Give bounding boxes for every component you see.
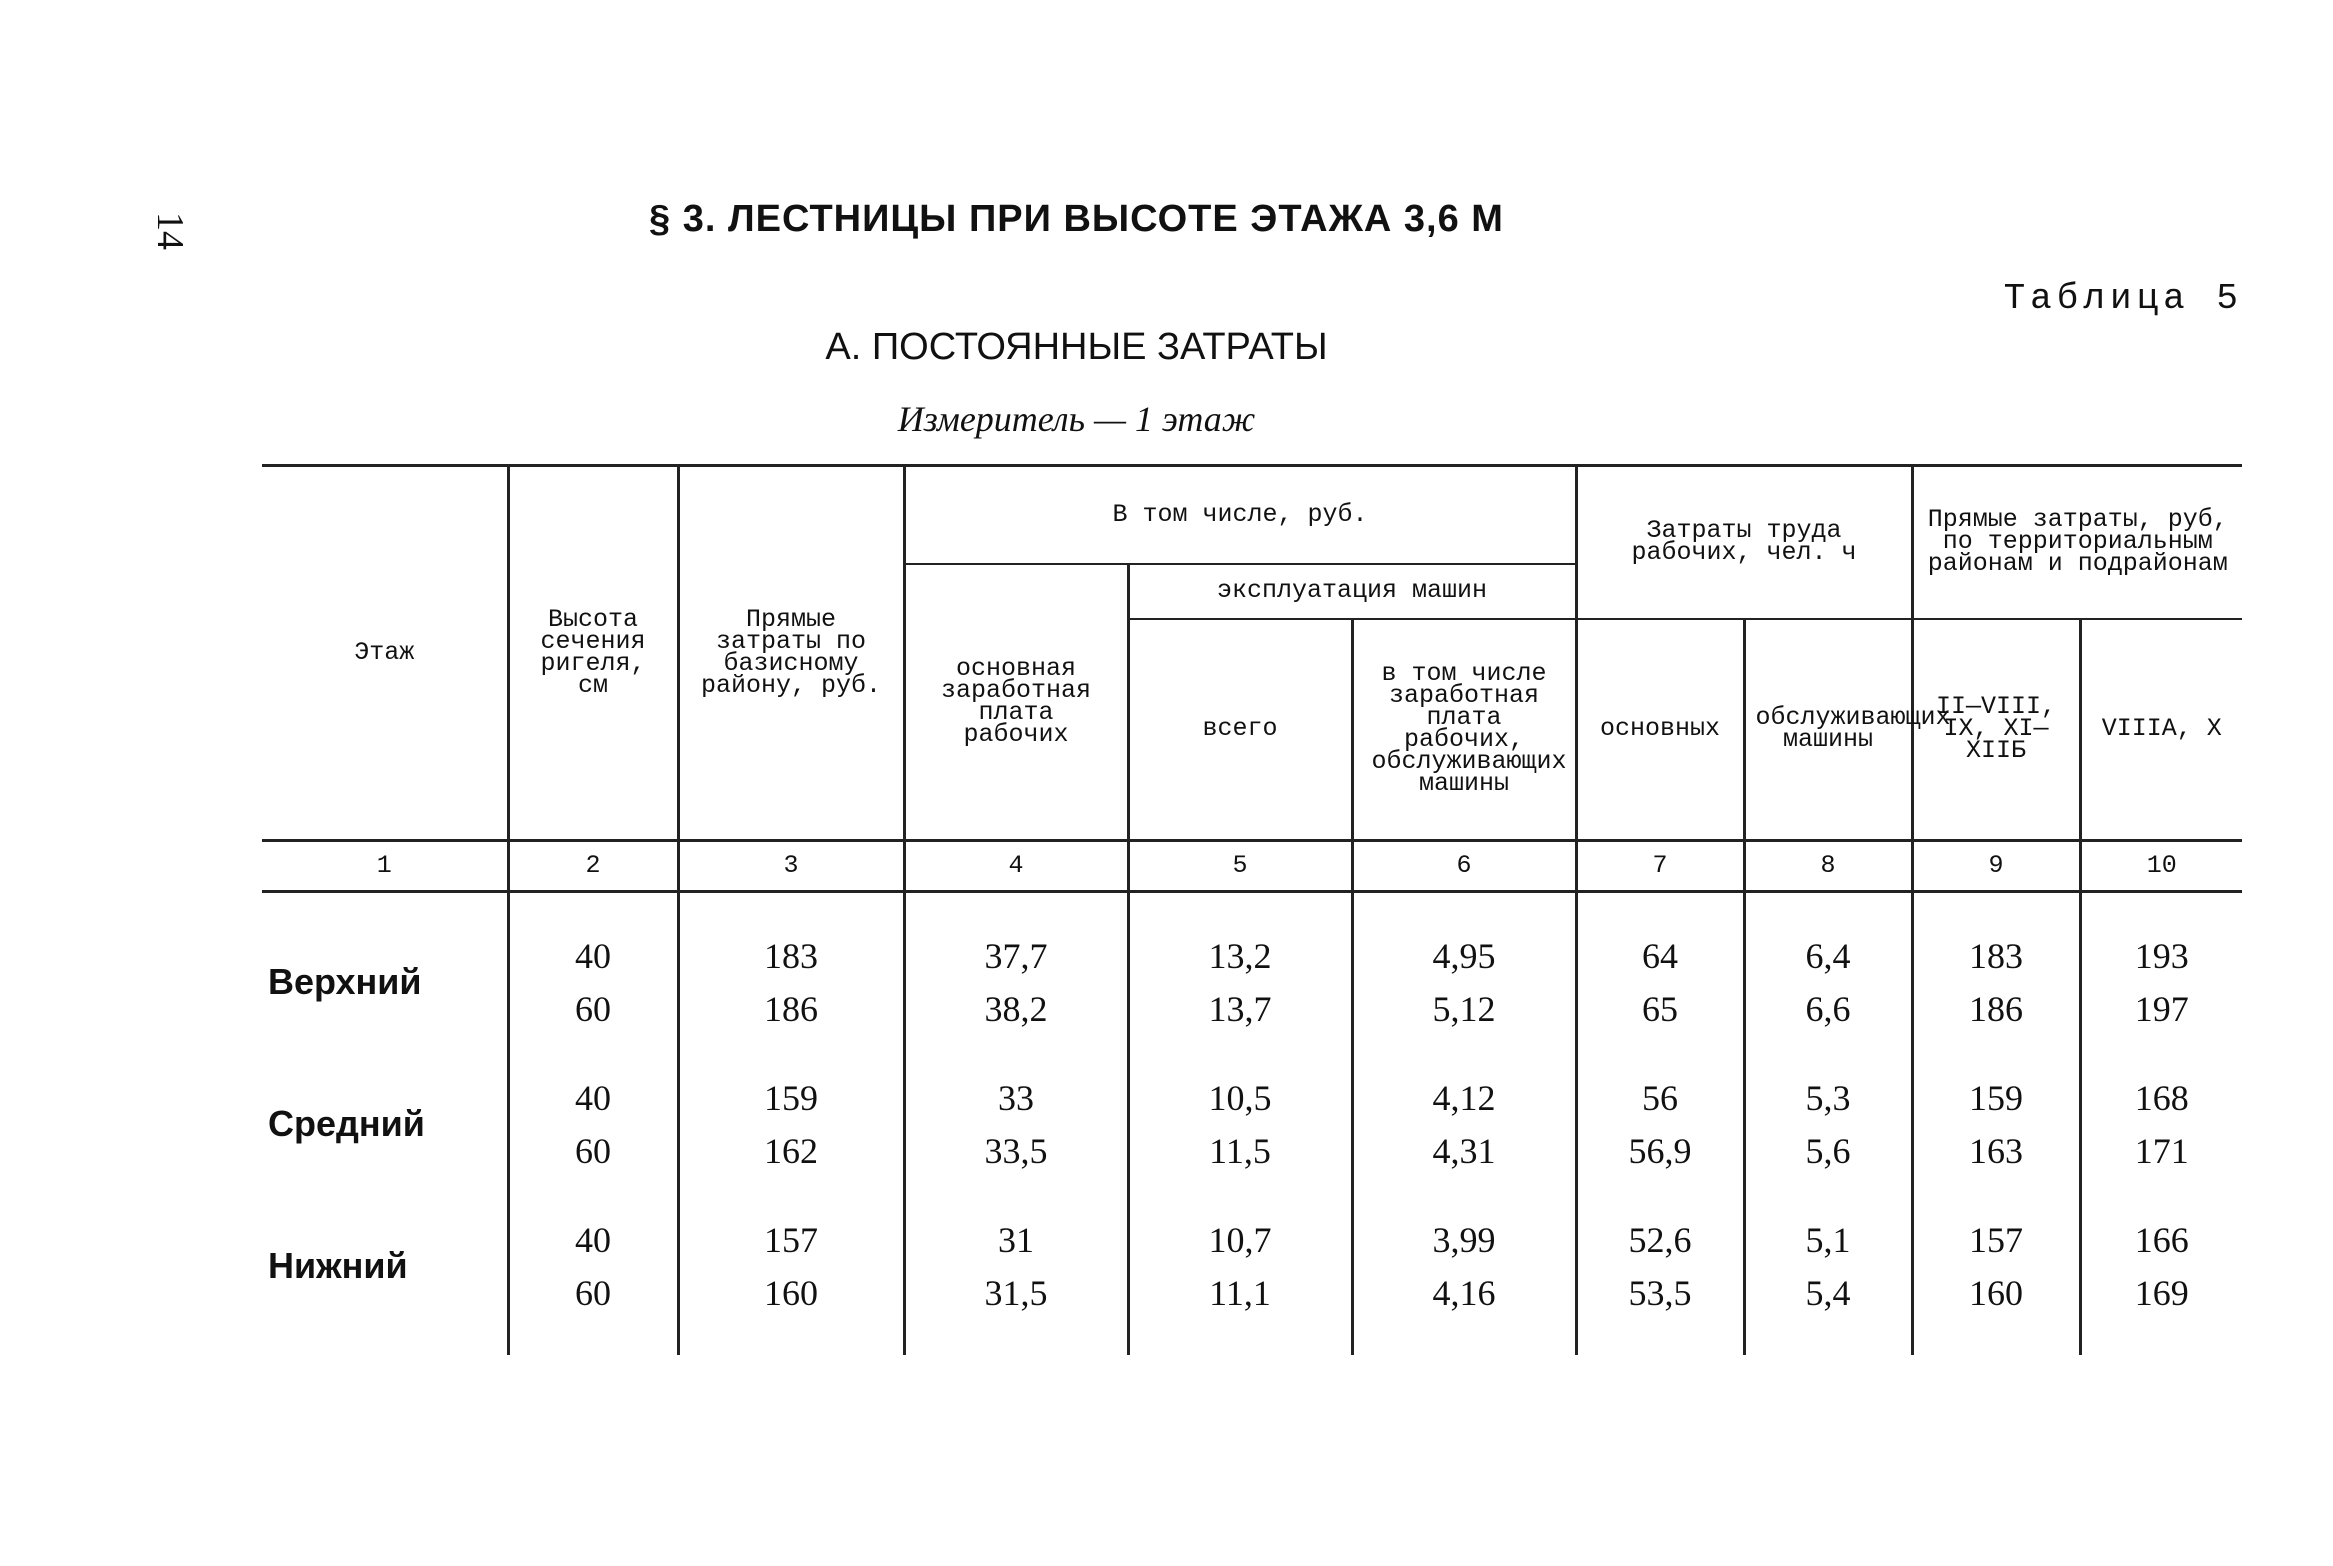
table-body xyxy=(262,892,2242,1356)
table-subtitle xyxy=(0,326,2333,369)
table-cell: 33 xyxy=(904,1071,1128,1124)
table-cell: 33,5 xyxy=(904,1124,1128,1177)
table-cell: 4,31 xyxy=(1352,1124,1576,1177)
column-number: 9 xyxy=(1912,841,2080,892)
header-machines-wage: в том числе заработная плата рабочих, обслуживающих машины xyxy=(1352,619,1576,841)
column-numbers-row xyxy=(262,841,2242,892)
column-number: 3 xyxy=(678,841,904,892)
table-row xyxy=(262,982,2242,1035)
column-number: 2 xyxy=(508,841,678,892)
section-title xyxy=(0,198,2333,241)
cost-table xyxy=(262,464,2242,1355)
measure-unit xyxy=(0,398,2333,440)
table-cell: 65 xyxy=(1576,982,1744,1035)
table-cell: 163 xyxy=(1912,1124,2080,1177)
table-cell: 10,5 xyxy=(1128,1071,1352,1124)
table-cell: 5,6 xyxy=(1744,1124,1912,1177)
table-cell: 11,1 xyxy=(1128,1266,1352,1319)
floor-label: Средний xyxy=(268,1103,425,1144)
table-cell: 171 xyxy=(2080,1124,2242,1177)
table-cell: 193 xyxy=(2080,929,2242,982)
table-cell: 5,3 xyxy=(1744,1071,1912,1124)
table-cell: 40 xyxy=(508,929,678,982)
header-direct-base: Прямые затраты по базисному району, руб. xyxy=(678,466,904,841)
table-cell: 56 xyxy=(1576,1071,1744,1124)
table-row xyxy=(262,1071,2242,1124)
table-cell: 31,5 xyxy=(904,1266,1128,1319)
table-label: Таблица 5 xyxy=(2003,278,2243,319)
table-cell: 40 xyxy=(508,1071,678,1124)
floor-label: Нижний xyxy=(268,1245,408,1286)
table-row xyxy=(262,1213,2242,1266)
table-cell: 13,7 xyxy=(1128,982,1352,1035)
table-cell: 11,5 xyxy=(1128,1124,1352,1177)
column-number: 4 xyxy=(904,841,1128,892)
table-cell: 64 xyxy=(1576,929,1744,982)
table-cell: 169 xyxy=(2080,1266,2242,1319)
table-cell: 40 xyxy=(508,1213,678,1266)
measure-unit-text: Измеритель — 1 этаж xyxy=(897,399,1256,439)
table-cell: 60 xyxy=(508,1124,678,1177)
table-subtitle-text: А. ПОСТОЯННЫЕ ЗАТРАТЫ xyxy=(825,326,1328,368)
table-cell: 4,12 xyxy=(1352,1071,1576,1124)
table-cell: 186 xyxy=(678,982,904,1035)
table-cell: 168 xyxy=(2080,1071,2242,1124)
header-machines-group: эксплуатация машин xyxy=(1128,564,1576,619)
column-number: 5 xyxy=(1128,841,1352,892)
column-number: 8 xyxy=(1744,841,1912,892)
table-cell: 6,6 xyxy=(1744,982,1912,1035)
section-title-text: § 3. ЛЕСТНИЦЫ ПРИ ВЫСОТЕ ЭТАЖА 3,6 М xyxy=(649,198,1504,240)
table-cell: 4,95 xyxy=(1352,929,1576,982)
table-cell: 197 xyxy=(2080,982,2242,1035)
header-floor: Этаж xyxy=(262,466,508,841)
table-cell: 159 xyxy=(1912,1071,2080,1124)
table-cell: 157 xyxy=(1912,1213,2080,1266)
header-machines-total: всего xyxy=(1128,619,1352,841)
table-row xyxy=(262,1124,2242,1177)
column-number: 1 xyxy=(262,841,508,892)
column-number: 6 xyxy=(1352,841,1576,892)
table-cell: 3,99 xyxy=(1352,1213,1576,1266)
table-cell: 5,4 xyxy=(1744,1266,1912,1319)
table-row xyxy=(262,929,2242,982)
header-labor-main: основных xyxy=(1576,619,1744,841)
table-row xyxy=(262,1266,2242,1319)
header-base-wage: основная заработная плата рабочих xyxy=(904,564,1128,841)
table-cell: 166 xyxy=(2080,1213,2242,1266)
table-cell: 60 xyxy=(508,982,678,1035)
table-cell: 53,5 xyxy=(1576,1266,1744,1319)
table-cell: 52,6 xyxy=(1576,1213,1744,1266)
header-incl-group: В том числе, руб. xyxy=(904,466,1576,564)
header-regions-group: Прямые затраты, руб, по территориальным районам и подрайонам xyxy=(1912,466,2242,619)
floor-label: Верхний xyxy=(268,961,422,1002)
table-cell: 5,1 xyxy=(1744,1213,1912,1266)
table-cell: 31 xyxy=(904,1213,1128,1266)
header-region-b: VIIIA, X xyxy=(2080,619,2242,841)
table-cell: 5,12 xyxy=(1352,982,1576,1035)
table-header xyxy=(262,466,2242,892)
column-number: 7 xyxy=(1576,841,1744,892)
table-cell: 157 xyxy=(678,1213,904,1266)
table-cell: 160 xyxy=(678,1266,904,1319)
table-cell: 6,4 xyxy=(1744,929,1912,982)
table-cell: 4,16 xyxy=(1352,1266,1576,1319)
table-cell: 38,2 xyxy=(904,982,1128,1035)
table-cell: 13,2 xyxy=(1128,929,1352,982)
column-number: 10 xyxy=(2080,841,2242,892)
table-cell: 37,7 xyxy=(904,929,1128,982)
header-labor-group: Затраты труда рабочих, чел. ч xyxy=(1576,466,1912,619)
table-cell: 10,7 xyxy=(1128,1213,1352,1266)
table-cell: 60 xyxy=(508,1266,678,1319)
table-cell: 56,9 xyxy=(1576,1124,1744,1177)
page-number: 14 xyxy=(149,212,191,250)
header-height: Высота сечения ригеля, см xyxy=(508,466,678,841)
header-region-a: II—VIII, IX, XI—XIIБ xyxy=(1912,619,2080,841)
table-cell: 162 xyxy=(678,1124,904,1177)
table-cell: 183 xyxy=(1912,929,2080,982)
table-cell: 186 xyxy=(1912,982,2080,1035)
header-labor-service: обслуживающих машины xyxy=(1744,619,1912,841)
table-cell: 160 xyxy=(1912,1266,2080,1319)
table-cell: 159 xyxy=(678,1071,904,1124)
table-cell: 183 xyxy=(678,929,904,982)
